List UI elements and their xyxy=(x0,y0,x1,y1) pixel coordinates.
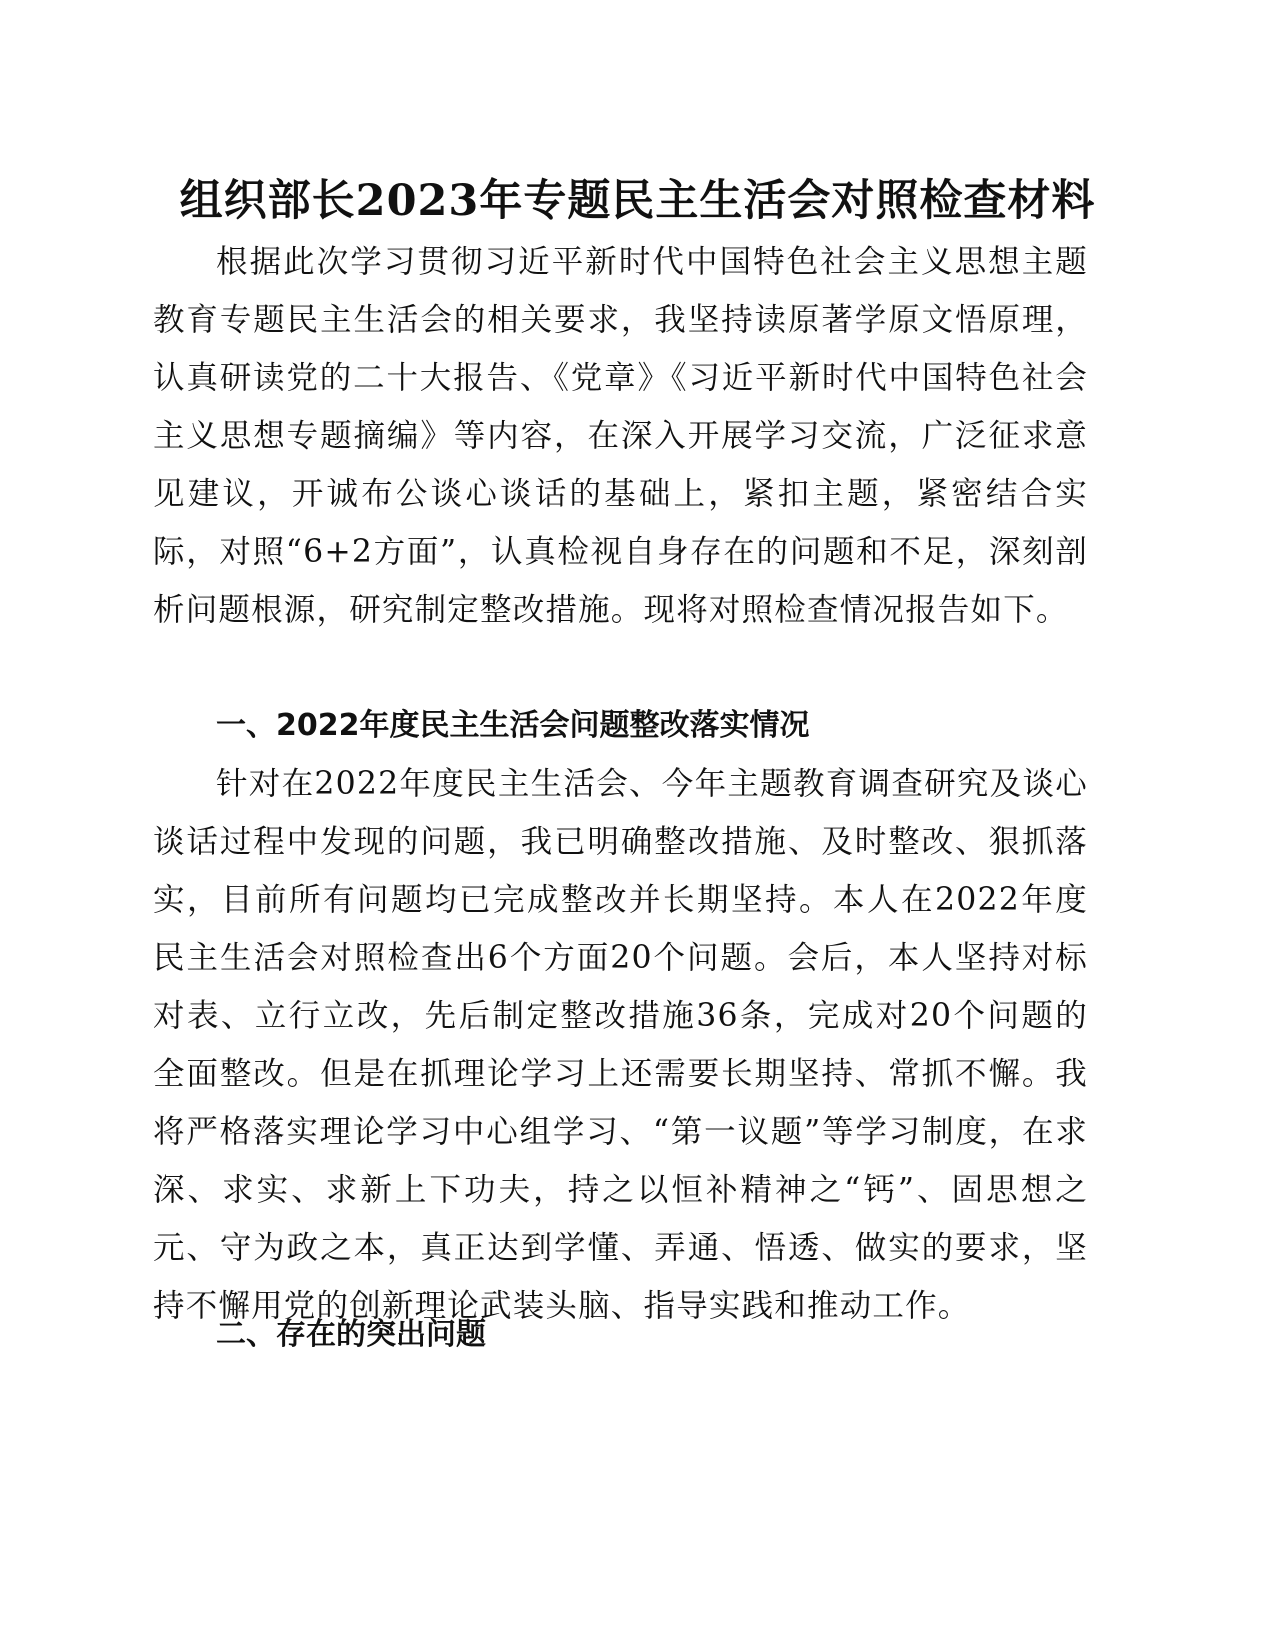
section-heading-1: 一、2022年度民主生活会问题整改落实情况 xyxy=(216,708,810,743)
section-heading-2: 二、存在的突出问题 xyxy=(216,1317,486,1352)
section-1-paragraph: 针对在2022年度民主生活会、今年主题教育调查研究及谈心谈话过程中发现的问题，我已明确整改措施、及时整改、狠抓落实，目前所有问题均已完成整改并长期坚持。本人在2022年度民主生活会对照检查出6个方面20个问题。会后，本人坚持对标对表、立行立改，先后制定整改措施36条，完成对20个问题的全面整改。但是在抓理论学习上还需要长期坚持、常抓不懈。我将严格落实理论学习中心组学习、“第一议题”等学习制度，在求深、求实、求新上下功夫，持之以恒补精神之“钙”、固思想之元、守为政之本，真正达到学懂、弄通、悟透、做实的要求，坚持不懈用党的创新理论武装头脑、指导实践和推动工作。 xyxy=(153,766,1088,1324)
document-title: 组织部长2023年专题民主生活会对照检查材料 xyxy=(179,176,1096,226)
intro-paragraph: 根据此次学习贯彻习近平新时代中国特色社会主义思想主题教育专题民主生活会的相关要求，我坚持读原著学原文悟原理，认真研读党的二十大报告、《党章》《习近平新时代中国特色社会主义思想专题摘编》等内容，在深入开展学习交流，广泛征求意见建议，开诚布公谈心谈话的基础上，紧扣主题，紧密结合实际，对照“6+2方面”，认真检视自身存在的问题和不足，深刻剖析问题根源，研究制定整改措施。现将对照检查情况报告如下。 xyxy=(153,244,1088,628)
